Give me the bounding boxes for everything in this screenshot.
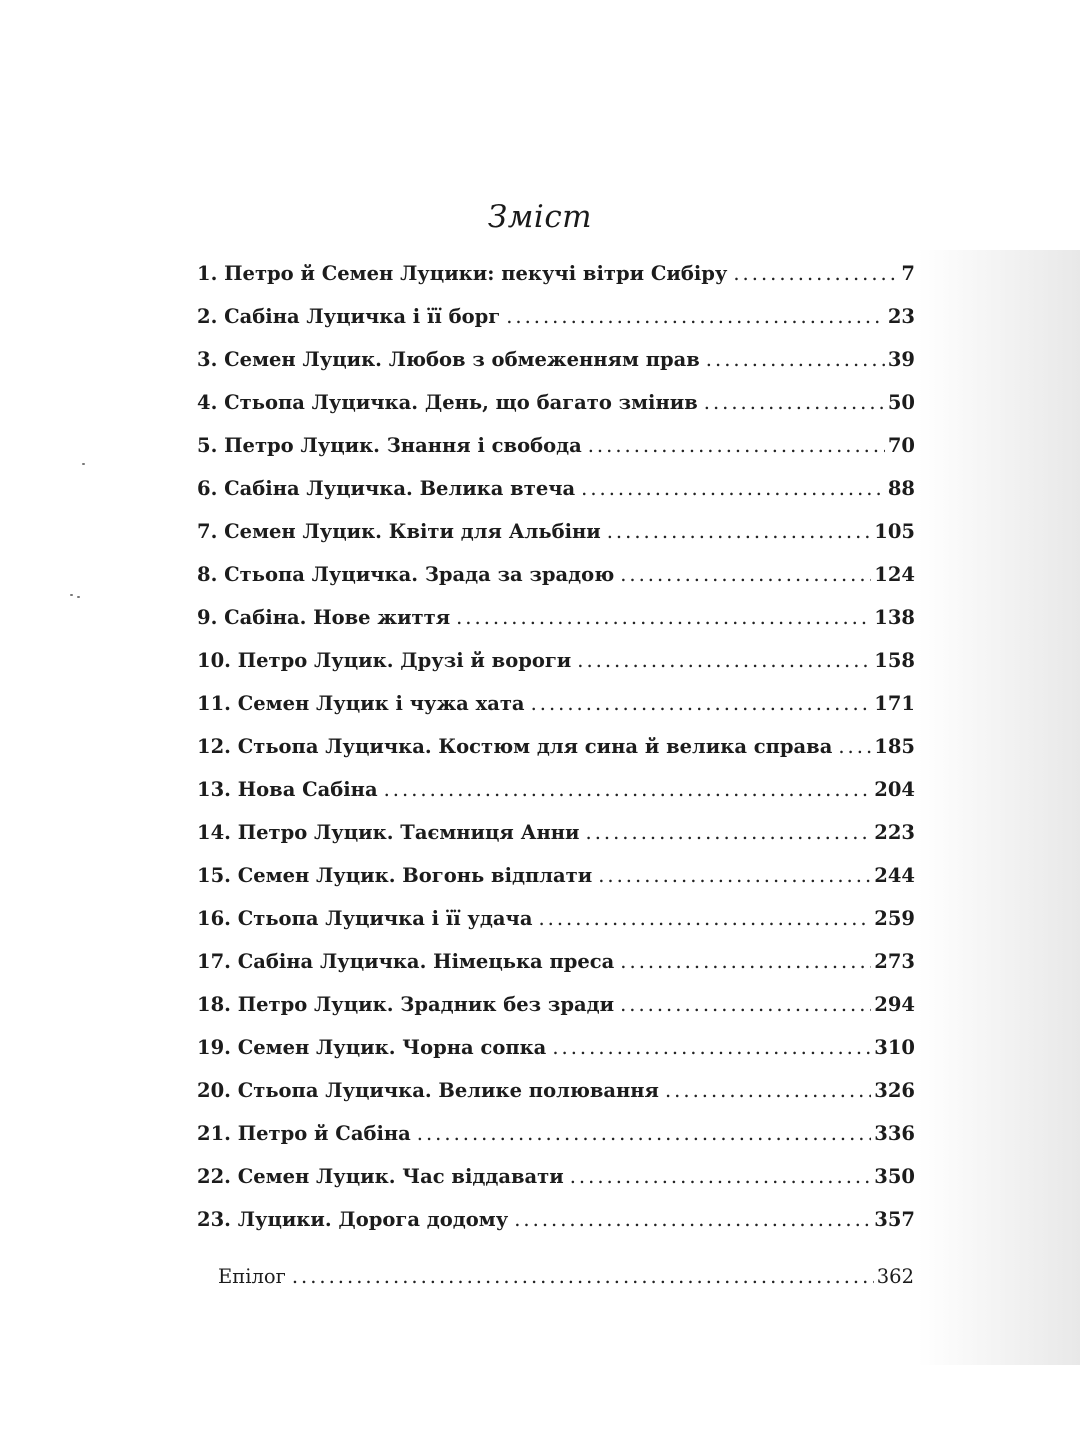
toc-page-number: 39 — [887, 348, 915, 371]
print-speck — [77, 596, 80, 598]
toc-entry-title: 2. Сабіна Луцичка і її борг — [197, 305, 501, 328]
toc-entry — [197, 778, 915, 821]
toc-entry-title: 7. Семен Луцик. Квіти для Альбіни — [197, 520, 601, 543]
toc-page-number: 362 — [876, 1265, 914, 1288]
dot-leader — [570, 1165, 872, 1188]
dot-leader — [620, 950, 871, 973]
toc-entry — [197, 606, 915, 649]
toc-page-number: 244 — [874, 864, 915, 887]
dot-leader — [581, 477, 885, 500]
toc-entry — [197, 434, 915, 477]
dot-leader — [607, 520, 872, 543]
toc-page-number: 336 — [874, 1122, 915, 1145]
dot-leader — [733, 262, 898, 285]
toc-page-number: 158 — [874, 649, 915, 672]
toc-entry-title: 13. Нова Сабіна — [197, 778, 378, 801]
toc-entry-title: 1. Петро й Семен Луцики: пекучі вітри Сибіру — [197, 262, 728, 285]
toc-entry-title: 19. Семен Луцик. Чорна сопка — [197, 1036, 547, 1059]
print-speck — [70, 594, 73, 596]
toc-entry — [197, 692, 915, 735]
toc-entry-title: 5. Петро Луцик. Знання і свобода — [197, 434, 582, 457]
toc-entry — [197, 520, 915, 563]
toc-entry-title: 3. Семен Луцик. Любов з обмеженням прав — [197, 348, 700, 371]
toc-entry — [197, 391, 915, 434]
dot-leader — [456, 606, 871, 629]
toc-page-number: 23 — [887, 305, 915, 328]
toc-entry-title: 12. Стьопа Луцичка. Костюм для сина й велика справа — [197, 735, 833, 758]
toc-entry — [197, 1208, 915, 1251]
dot-leader — [586, 821, 872, 844]
toc-page-number: 70 — [887, 434, 915, 457]
dot-leader — [588, 434, 885, 457]
toc-entry-title: 20. Стьопа Луцичка. Велике полювання — [197, 1079, 659, 1102]
dot-leader — [838, 735, 871, 758]
toc-entry — [197, 1122, 915, 1165]
dot-leader — [620, 563, 871, 586]
toc-entry — [197, 735, 915, 778]
toc-entry-title: 14. Петро Луцик. Таємниця Анни — [197, 821, 580, 844]
toc-page-number: 204 — [874, 778, 915, 801]
toc-epilogue-row — [218, 1265, 914, 1288]
page-title: Зміст — [487, 198, 593, 235]
dot-leader — [706, 348, 885, 371]
toc-entry — [197, 477, 915, 520]
toc-entry-title: 16. Стьопа Луцичка і її удача — [197, 907, 533, 930]
toc-page-number: 185 — [874, 735, 915, 758]
toc-entry — [197, 1079, 915, 1122]
dot-leader — [531, 692, 872, 715]
toc-entry-title: 17. Сабіна Луцичка. Німецька преса — [197, 950, 615, 973]
toc-page-number: 7 — [901, 262, 915, 285]
toc-page-number: 50 — [887, 391, 915, 414]
toc-page-number: 105 — [874, 520, 915, 543]
toc-entry — [197, 649, 915, 692]
toc-entry-title: 9. Сабіна. Нове життя — [197, 606, 451, 629]
toc-page-number: 326 — [874, 1079, 915, 1102]
dot-leader — [514, 1208, 871, 1231]
toc-page-number: 273 — [874, 950, 915, 973]
toc-entry — [197, 864, 915, 907]
toc-page-number: 88 — [887, 477, 915, 500]
toc-entry-title: 11. Семен Луцик і чужа хата — [197, 692, 525, 715]
toc-entry — [197, 950, 915, 993]
toc-page-number: 357 — [874, 1208, 915, 1231]
dot-leader — [598, 864, 871, 887]
toc-entry — [197, 821, 915, 864]
dot-leader — [384, 778, 872, 801]
toc-page-number: 259 — [874, 907, 915, 930]
toc-entry — [197, 348, 915, 391]
toc-entry-title: 8. Стьопа Луцичка. Зрада за зрадою — [197, 563, 615, 586]
dot-leader — [292, 1265, 874, 1288]
toc-page-number: 124 — [874, 563, 915, 586]
toc-page-number: 294 — [874, 993, 915, 1016]
dot-leader — [417, 1122, 872, 1145]
dot-leader — [704, 391, 885, 414]
dot-leader — [538, 907, 871, 930]
toc-entry-title: 4. Стьопа Луцичка. День, що багато змінив — [197, 391, 698, 414]
toc-entry — [197, 907, 915, 950]
toc-entry — [197, 563, 915, 606]
toc-page-number: 171 — [874, 692, 915, 715]
toc-entry-title: 21. Петро й Сабіна — [197, 1122, 411, 1145]
dot-leader — [577, 649, 871, 672]
toc-entry — [197, 1165, 915, 1208]
toc-page-number: 350 — [874, 1165, 915, 1188]
dot-leader — [665, 1079, 871, 1102]
toc-entry-title: 18. Петро Луцик. Зрадник без зради — [197, 993, 615, 1016]
print-speck — [82, 463, 85, 465]
toc-entry-title: 23. Луцики. Дорога додому — [197, 1208, 509, 1231]
toc-page-number: 223 — [874, 821, 915, 844]
toc-page-number: 138 — [874, 606, 915, 629]
toc-entry — [197, 993, 915, 1036]
toc-entry-title: 6. Сабіна Луцичка. Велика втеча — [197, 477, 576, 500]
toc-entry-title: 10. Петро Луцик. Друзі й вороги — [197, 649, 572, 672]
toc-page-number: 310 — [874, 1036, 915, 1059]
table-of-contents — [197, 262, 915, 1251]
toc-entry — [197, 1036, 915, 1079]
dot-leader — [620, 993, 871, 1016]
toc-entry-title: Епілог — [218, 1265, 286, 1288]
dot-leader — [506, 305, 885, 328]
toc-entry — [197, 262, 915, 305]
toc-entry-title: 15. Семен Луцик. Вогонь відплати — [197, 864, 593, 887]
toc-entry-title: 22. Семен Луцик. Час віддавати — [197, 1165, 564, 1188]
dot-leader — [552, 1036, 871, 1059]
facing-page-shadow — [918, 250, 1080, 1365]
toc-entry — [197, 305, 915, 348]
